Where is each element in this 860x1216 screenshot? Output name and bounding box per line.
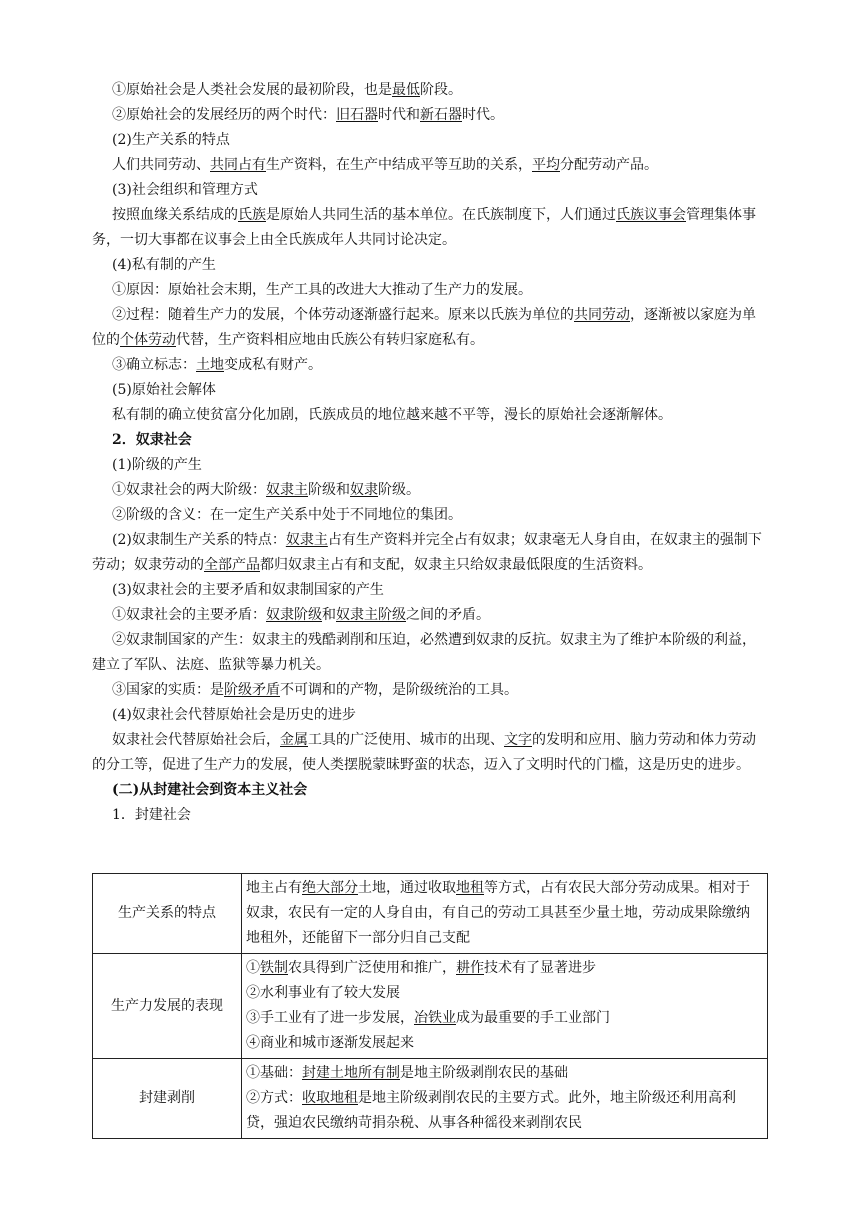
text-segment: (4)奴隶社会代替原始社会是历史的进步	[112, 707, 356, 723]
text-segment: (2)生产关系的特点	[112, 132, 230, 148]
underlined-term: 冶铁业	[414, 1010, 456, 1026]
text-segment: 农具得到广泛使用和推广，	[288, 960, 456, 976]
text-segment: 之间的矛盾。	[406, 607, 490, 623]
content-line	[246, 1031, 763, 1056]
text-segment: ①奴隶社会的主要矛盾：	[112, 607, 266, 623]
paragraph	[92, 678, 768, 703]
underlined-term: 共同占有	[210, 157, 266, 173]
table-row	[93, 954, 768, 1059]
feudal-society-table	[92, 873, 768, 1139]
paragraph	[92, 353, 768, 378]
paragraph	[92, 803, 768, 828]
paragraph	[92, 628, 768, 678]
underlined-term: 旧石器	[336, 107, 378, 123]
table-row	[93, 1059, 768, 1139]
text-segment: ②方式：	[246, 1090, 302, 1106]
text-segment: (4)私有制的产生	[112, 257, 216, 273]
underlined-term: 奴隶阶级	[266, 607, 322, 623]
paragraph	[92, 303, 768, 353]
paragraph	[92, 378, 768, 403]
underlined-term: 封建土地所有制	[302, 1065, 400, 1081]
underlined-term: 全部产品	[204, 557, 260, 573]
paragraph	[92, 603, 768, 628]
text-segment: (3)社会组织和管理方式	[112, 182, 258, 198]
text-segment: ②原始社会的发展经历的两个时代：	[112, 107, 336, 123]
underlined-term: 共同劳动	[574, 307, 630, 323]
content-line	[246, 981, 763, 1006]
text-segment: 阶级和	[308, 482, 350, 498]
text-segment: 奴隶社会代替原始社会后，	[112, 732, 280, 748]
text-segment: ①奴隶社会的两大阶级：	[112, 482, 266, 498]
text-segment: 阶段。	[420, 82, 462, 98]
paragraph	[92, 428, 768, 453]
text-segment: ①原因：原始社会末期，生产工具的改进大大推动了生产力的发展。	[112, 282, 532, 298]
underlined-term: 铁制	[260, 960, 288, 976]
content-line	[246, 1061, 763, 1086]
text-segment: 技术有了显著进步	[484, 960, 596, 976]
text-segment: ②奴隶制国家的产生：奴隶主的残酷剥削和压迫，必然遭到奴隶的反抗。奴隶主为了维护本阶级的利益，建立了军队、法庭、监狱等暴力机关。	[92, 632, 756, 673]
row-content	[242, 954, 768, 1059]
text-segment: 的发明和应用、脑力劳动和体力劳动的分工等，促进了生产力的发展，使人类摆脱蒙昧野蛮的状态，迈入了文明时代的门槛，这是历史的进步。	[92, 732, 756, 773]
text-segment: 时代。	[462, 107, 504, 123]
underlined-term: 耕作	[456, 960, 484, 976]
text-segment: 生产资料，在生产中结成平等互助的关系，	[266, 157, 532, 173]
underlined-term: 阶级矛盾	[224, 682, 280, 698]
underlined-term: 奴隶	[350, 482, 378, 498]
paragraph	[92, 578, 768, 603]
text-segment: 时代和	[378, 107, 420, 123]
text-segment: 是原始人共同生活的基本单位。在氏族制度下，人们通过	[266, 207, 616, 223]
text-segment: 分配劳动产品。	[560, 157, 658, 173]
underlined-term: 氏族	[238, 207, 266, 223]
text-segment: 和	[322, 607, 336, 623]
text-segment: 2．奴隶社会	[112, 432, 192, 448]
text-segment: 都归奴隶主占有和支配，奴隶主只给奴隶最低限度的生活资料。	[260, 557, 652, 573]
row-content	[242, 1059, 768, 1139]
text-segment: 是地主阶级剥削农民的主要方式。此外，地主阶级还利用高利贷，强迫农民缴纳苛捐杂税、从事各种徭役来剥削农民	[246, 1090, 736, 1131]
paragraph	[92, 178, 768, 203]
paragraph	[92, 128, 768, 153]
underlined-term: 奴隶主阶级	[336, 607, 406, 623]
text-segment: ③国家的实质：是	[112, 682, 224, 698]
text-segment: ②阶级的含义：在一定生产关系中处于不同地位的集团。	[112, 507, 462, 523]
underlined-term: 金属	[280, 732, 308, 748]
underlined-term: 平均	[532, 157, 560, 173]
text-segment: ③手工业有了进一步发展，	[246, 1010, 414, 1026]
text-segment: 管理集体事务，一切大事都在议事会上由全氏族成年人共同讨论决定。	[92, 207, 756, 248]
paragraph	[92, 453, 768, 478]
underlined-term: 地租	[456, 880, 484, 896]
content-line	[246, 1006, 763, 1031]
underlined-term: 最低	[392, 82, 420, 98]
paragraph	[92, 503, 768, 528]
table-row	[93, 874, 768, 954]
content-line	[246, 956, 763, 981]
text-segment: 土地，通过收取	[358, 880, 456, 896]
paragraph	[92, 403, 768, 428]
underlined-term: 奴隶主	[266, 482, 308, 498]
text-segment: 地主占有	[246, 880, 302, 896]
paragraph	[92, 153, 768, 178]
text-segment: ，逐渐被以家庭为单位的	[92, 307, 756, 348]
paragraph	[92, 278, 768, 303]
text-segment: (1)阶级的产生	[112, 457, 202, 473]
text-segment: 变成私有财产。	[224, 357, 322, 373]
paragraph	[92, 253, 768, 278]
underlined-term: 土地	[196, 357, 224, 373]
paragraph	[92, 528, 768, 578]
underlined-term: 文字	[504, 732, 532, 748]
text-segment: ①原始社会是人类社会发展的最初阶段，也是	[112, 82, 392, 98]
paragraph	[92, 728, 768, 778]
row-label: 生产力发展的表现	[93, 954, 242, 1059]
text-segment: 等方式，占有农民大部分劳动成果。相对于奴隶，农民有一定的人身自由，有自己的劳动工具甚至少量土地，劳动成果除缴纳地租外，还能留下一部分归自己支配	[246, 880, 750, 946]
text-segment: (2)奴隶制生产关系的特点：	[112, 532, 286, 548]
text-segment: 私有制的确立使贫富分化加剧，氏族成员的地位越来越不平等，漫长的原始社会逐渐解体。	[112, 407, 672, 423]
text-segment: 是地主阶级剥削农民的基础	[400, 1065, 568, 1081]
row-label: 生产关系的特点	[93, 874, 242, 954]
text-segment: 占有生产资料并完全占有奴隶；奴隶毫无人身自由，在奴隶主的强制下劳动；奴隶劳动的	[92, 532, 762, 573]
text-segment: 成为最重要的手工业部门	[456, 1010, 610, 1026]
text-segment: 工具的广泛使用、城市的出现、	[308, 732, 504, 748]
text-segment: 按照血缘关系结成的	[112, 207, 238, 223]
paragraph	[92, 778, 768, 803]
row-label: 封建剥削	[93, 1059, 242, 1139]
text-segment: ②水利事业有了较大发展	[246, 985, 400, 1001]
paragraph	[92, 203, 768, 253]
text-segment: (3)奴隶社会的主要矛盾和奴隶制国家的产生	[112, 582, 384, 598]
text-segment: ②过程：随着生产力的发展，个体劳动逐渐盛行起来。原来以氏族为单位的	[112, 307, 574, 323]
row-content	[242, 874, 768, 954]
underlined-term: 收取地租	[302, 1090, 358, 1106]
text-segment: 不可调和的产物，是阶级统治的工具。	[280, 682, 518, 698]
text-segment: 人们共同劳动、	[112, 157, 210, 173]
paragraph	[92, 103, 768, 128]
text-segment: (二)从封建社会到资本主义社会	[112, 782, 308, 798]
text-segment: ①基础：	[246, 1065, 302, 1081]
underlined-term: 个体劳动	[120, 332, 176, 348]
text-segment: (5)原始社会解体	[112, 382, 216, 398]
paragraph	[92, 78, 768, 103]
content-line	[246, 876, 763, 951]
underlined-term: 奴隶主	[285, 532, 328, 548]
paragraph	[92, 478, 768, 503]
text-segment: 1．封建社会	[112, 807, 191, 823]
text-segment: ④商业和城市逐渐发展起来	[246, 1035, 414, 1051]
paragraph	[92, 703, 768, 728]
content-line	[246, 1086, 763, 1136]
document-body	[92, 78, 768, 828]
text-segment: ①	[246, 960, 260, 976]
text-segment: ③确立标志：	[112, 357, 196, 373]
underlined-term: 绝大部分	[302, 880, 358, 896]
underlined-term: 氏族议事会	[616, 207, 686, 223]
underlined-term: 新石器	[420, 107, 462, 123]
text-segment: 代替，生产资料相应地由氏族公有转归家庭私有。	[176, 332, 484, 348]
text-segment: 阶级。	[378, 482, 420, 498]
